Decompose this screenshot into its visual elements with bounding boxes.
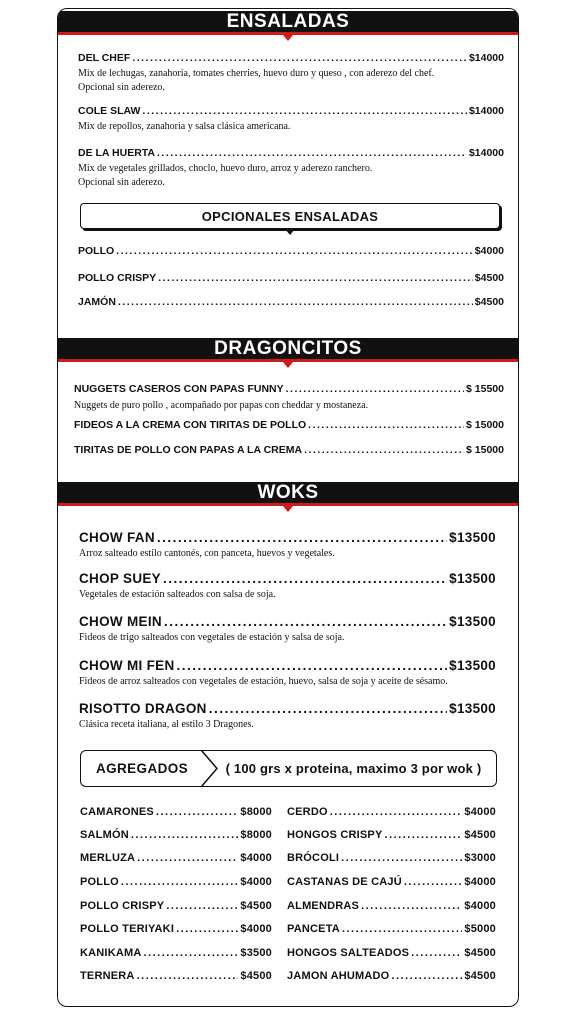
- item-price: $4500: [464, 970, 496, 982]
- item-price: $3000: [464, 852, 496, 864]
- item-name: CAMARONES: [80, 806, 154, 818]
- item-name: DE LA HUERTA: [78, 147, 155, 159]
- agregados-label: AGREGADOS: [95, 761, 189, 776]
- section-title: WOKS: [257, 482, 319, 503]
- menu-item: [78, 105, 504, 117]
- dot-leader: [163, 571, 447, 586]
- item-price: $4000: [240, 876, 272, 888]
- item-name: RISOTTO DRAGON: [79, 701, 207, 716]
- item-price: $13500: [449, 658, 496, 673]
- item-price: $13500: [449, 701, 496, 716]
- dot-leader: [176, 923, 238, 935]
- addon-item: [80, 876, 272, 888]
- menu-card: [57, 8, 519, 1007]
- item-price: $4000: [464, 806, 496, 818]
- addon-item: [287, 970, 496, 982]
- dot-leader: [330, 806, 463, 818]
- item-price: $3500: [240, 947, 272, 959]
- item-price: $14000: [468, 105, 504, 117]
- item-name: KANIKAMA: [80, 947, 142, 959]
- menu-item: [74, 444, 504, 456]
- addon-item: [80, 923, 272, 935]
- dot-leader: [158, 272, 473, 284]
- addon-item: [287, 806, 496, 818]
- item-name: BRÓCOLI: [287, 852, 340, 864]
- opcionales-title: OPCIONALES ENSALADAS: [201, 208, 379, 224]
- item-price: $4000: [464, 900, 496, 912]
- item-name: ALMENDRAS: [287, 900, 360, 912]
- item-price: $4000: [240, 923, 272, 935]
- dot-leader: [142, 105, 467, 117]
- item-name: SALMÓN: [80, 829, 129, 841]
- item-name: JAMON AHUMADO: [287, 970, 390, 982]
- item-price: $13500: [449, 614, 496, 629]
- dot-leader: [391, 970, 462, 982]
- item-name: POLLO: [78, 245, 115, 257]
- section-header-woks: [58, 482, 518, 506]
- agregados-note: ( 100 grs x proteina, maximo 3 por wok ): [225, 761, 482, 776]
- item-name: POLLO TERIYAKI: [80, 923, 175, 935]
- item-name: TERNERA: [80, 970, 135, 982]
- item-price: $4000: [464, 876, 496, 888]
- menu-item: [79, 530, 496, 545]
- option-item: [78, 245, 504, 257]
- section-title: DRAGONCITOS: [214, 338, 362, 359]
- item-description: Opcional sin aderezo.: [78, 82, 165, 93]
- item-price: $ 15000: [466, 419, 504, 431]
- dot-leader: [404, 876, 463, 888]
- item-name: HONGOS CRISPY: [287, 829, 383, 841]
- dot-leader: [156, 806, 238, 818]
- dot-leader: [286, 383, 464, 395]
- item-name: HONGOS SALTEADOS: [287, 947, 410, 959]
- menu-item: [74, 419, 504, 431]
- opcionales-header: [80, 203, 500, 229]
- item-name: POLLO CRISPY: [78, 272, 157, 284]
- item-name: CHOW MEIN: [79, 614, 162, 629]
- item-description: Nuggets de puro pollo , acompañado por papas con cheddar y mostaneza.: [74, 400, 369, 411]
- item-description: Mix de repollos, zanahoria y salsa clásica americana.: [78, 121, 291, 132]
- menu-item: [78, 52, 504, 64]
- dot-leader: [385, 829, 463, 841]
- item-price: $4500: [474, 296, 504, 308]
- dot-leader: [164, 614, 447, 629]
- agregados-header: [80, 750, 497, 787]
- addon-item: [80, 852, 272, 864]
- addon-item: [287, 829, 496, 841]
- dot-leader: [361, 900, 462, 912]
- addon-item: [287, 923, 496, 935]
- dot-leader: [118, 296, 473, 308]
- menu-item: [79, 614, 496, 629]
- menu-item: [74, 383, 504, 395]
- item-price: $4500: [240, 900, 272, 912]
- addon-item: [287, 900, 496, 912]
- addon-item: [287, 852, 496, 864]
- item-description: Vegetales de estación salteados con salsa de soja.: [79, 589, 276, 600]
- item-name: CHOW MI FEN: [79, 658, 175, 673]
- item-name: NUGGETS CASEROS CON PAPAS FUNNY: [74, 383, 284, 395]
- menu-item: [79, 571, 496, 586]
- dot-leader: [157, 147, 467, 159]
- menu-item: [78, 147, 504, 159]
- item-name: JAMÓN: [78, 296, 116, 308]
- item-name: PANCETA: [287, 923, 340, 935]
- item-name: TIRITAS DE POLLO CON PAPAS A LA CREMA: [74, 444, 303, 456]
- item-description: Mix de vegetales grillados, choclo, huevo duro, arroz y aderezo ranchero.: [78, 163, 373, 174]
- addon-item: [80, 806, 272, 818]
- item-description: Arroz salteado estilo cantonés, con panceta, huevos y vegetales.: [79, 548, 335, 559]
- item-price: $4000: [474, 245, 504, 257]
- item-price: $5000: [464, 923, 496, 935]
- item-price: $8000: [240, 806, 272, 818]
- dot-leader: [132, 52, 467, 64]
- addon-item: [287, 947, 496, 959]
- item-name: COLE SLAW: [78, 105, 141, 117]
- addon-item: [80, 829, 272, 841]
- item-name: POLLO: [80, 876, 119, 888]
- item-name: DEL CHEF: [78, 52, 131, 64]
- dot-leader: [166, 900, 238, 912]
- addon-item: [80, 900, 272, 912]
- item-price: $4500: [464, 829, 496, 841]
- dot-leader: [177, 658, 448, 673]
- dot-leader: [341, 852, 462, 864]
- item-description: Mix de lechugas, zanahoria, tomates cherries, huevo duro y queso , con aderezo del chef.: [78, 68, 435, 79]
- item-description: Fideos de arroz salteados con vegetales de estación, huevo, salsa de soja y aceite de sésamo.: [79, 676, 448, 687]
- dot-leader: [342, 923, 462, 935]
- item-name: CERDO: [287, 806, 328, 818]
- chevron-right-icon: [199, 750, 221, 787]
- item-description: Fideos de trigo salteados con vegetales de estación y salsa de soja.: [79, 632, 345, 643]
- section-header-dragoncitos: [58, 338, 518, 362]
- item-name: POLLO CRISPY: [80, 900, 165, 912]
- addon-item: [80, 970, 272, 982]
- item-price: $4500: [464, 947, 496, 959]
- item-price: $ 15000: [466, 444, 504, 456]
- menu-item: [79, 658, 496, 673]
- item-price: $14000: [468, 147, 504, 159]
- item-name: CHOW FAN: [79, 530, 155, 545]
- item-price: $4500: [474, 272, 504, 284]
- item-name: MERLUZA: [80, 852, 136, 864]
- option-item: [78, 296, 504, 308]
- item-price: $4500: [240, 970, 272, 982]
- item-price: $13500: [449, 571, 496, 586]
- dot-leader: [131, 829, 239, 841]
- dot-leader: [137, 852, 238, 864]
- dot-leader: [137, 970, 239, 982]
- item-price: $8000: [240, 829, 272, 841]
- dot-leader: [304, 444, 464, 456]
- dot-leader: [411, 947, 462, 959]
- item-description: Opcional sin aderezo.: [78, 177, 165, 188]
- item-price: $13500: [449, 530, 496, 545]
- section-header-ensaladas: [58, 11, 518, 35]
- dot-leader: [116, 245, 473, 257]
- item-description: Clásica receta italiana, al estilo 3 Dragones.: [79, 719, 254, 730]
- dot-leader: [121, 876, 239, 888]
- item-name: CHOP SUEY: [79, 571, 161, 586]
- item-name: FIDEOS A LA CREMA CON TIRITAS DE POLLO: [74, 419, 307, 431]
- menu-item: [79, 701, 496, 716]
- item-price: $14000: [468, 52, 504, 64]
- dot-leader: [209, 701, 447, 716]
- dot-leader: [157, 530, 447, 545]
- addon-item: [80, 947, 272, 959]
- item-price: $ 15500: [466, 383, 504, 395]
- dot-leader: [308, 419, 464, 431]
- addon-item: [287, 876, 496, 888]
- item-name: CASTANAS DE CAJÚ: [287, 876, 402, 888]
- option-item: [78, 272, 504, 284]
- item-price: $4000: [240, 852, 272, 864]
- section-title: ENSALADAS: [226, 11, 350, 32]
- dot-leader: [143, 947, 238, 959]
